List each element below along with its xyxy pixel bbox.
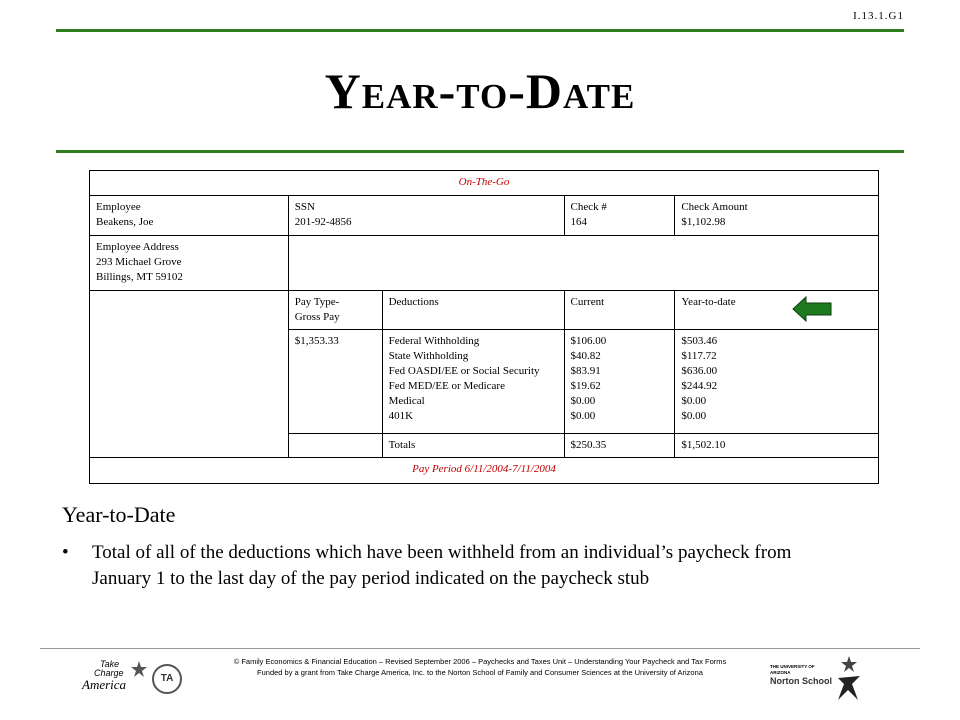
employee-cell (90, 196, 289, 236)
employee-name: Beakens, Joe (96, 216, 154, 228)
ytd-amount: $117.72 (681, 350, 717, 362)
address-cell (90, 236, 289, 291)
arrow-left-icon (792, 296, 832, 322)
ytd-amount: $244.92 (681, 380, 718, 392)
ta-badge-logo: TA (152, 664, 182, 694)
pay-type-header (288, 291, 382, 330)
pay-type-label: Pay Type- (294, 296, 340, 308)
blank-left-cell (90, 291, 289, 458)
employee-label: Employee (96, 201, 141, 213)
ytd-amount: $0.00 (681, 395, 707, 407)
ytd-amount: $0.00 (681, 410, 707, 422)
ssn-cell (288, 196, 564, 236)
current-amount: $40.82 (570, 350, 601, 362)
logo-text-america: America (82, 677, 127, 692)
deduction-item: 401K (388, 410, 414, 422)
footer-line-1: © Family Economics & Financial Education – Revised September 2006 – Paychecks and Taxes Unit – Understanding Your Paycheck and Tax Forms (233, 657, 727, 666)
logo-text-charge: Charge (94, 668, 124, 678)
current-header: Current (564, 291, 675, 330)
top-green-rule (56, 29, 904, 32)
footer-text (190, 656, 770, 678)
total-current: $250.35 (564, 434, 675, 458)
deduction-item: Fed OASDI/EE or Social Security (388, 365, 540, 377)
deduction-item: Medical (388, 395, 425, 407)
definition-bullet (62, 540, 842, 592)
footer-line-2: Funded by a grant from Take Charge America, Inc. to the Norton School of Family and Consumer Sciences at the University of Arizona (257, 668, 703, 677)
address-label: Employee Address (96, 241, 179, 253)
bullet-icon: • (62, 542, 69, 563)
check-number-value: 164 (570, 216, 588, 228)
bullet-text: Total of all of the deductions which have been withheld from an individual’s paycheck from January 1 to the last day of the pay period indicated on the paycheck stub (92, 542, 792, 589)
deduction-item: Fed MED/EE or Medicare (388, 380, 505, 392)
ytd-amount: $636.00 (681, 365, 718, 377)
ssn-label: SSN (294, 201, 315, 213)
current-amount: $19.62 (570, 380, 601, 392)
company-name: On-The-Go (90, 171, 879, 196)
star-figure-icon (830, 654, 868, 702)
logo-text-norton: Norton School (770, 676, 832, 686)
gross-pay-label: Gross Pay (294, 311, 340, 323)
logo-text-university: THE UNIVERSITY OF ARIZONA (770, 664, 815, 675)
address-line-1: 293 Michael Grove (96, 256, 182, 268)
current-amount: $0.00 (570, 410, 596, 422)
current-amount: $0.00 (570, 395, 596, 407)
star-icon (130, 660, 148, 678)
pay-period: Pay Period 6/11/2004-7/11/2004 (90, 458, 879, 484)
deductions-list (382, 330, 564, 434)
ssn-value: 201-92-4856 (294, 216, 352, 228)
totals-blank-cell (288, 434, 382, 458)
section-subhead: Year-to-Date (62, 502, 176, 527)
check-amount-cell (675, 196, 879, 236)
norton-school-logo (770, 664, 832, 687)
current-amount: $83.91 (570, 365, 601, 377)
take-charge-america-logo (82, 660, 152, 691)
slide-title: Year-to-Date (324, 63, 636, 119)
address-line-2: Billings, MT 59102 (96, 271, 183, 283)
footer-rule (40, 648, 920, 649)
deduction-item: State Withholding (388, 350, 469, 362)
logo-text-take: Take (100, 659, 120, 669)
ytd-header: Year-to-date (675, 291, 879, 330)
deduction-item: Federal Withholding (388, 335, 480, 347)
paycheck-stub (89, 170, 879, 484)
check-number-label: Check # (570, 201, 607, 213)
ytd-list (675, 330, 879, 434)
current-list (564, 330, 675, 434)
current-amount: $106.00 (570, 335, 607, 347)
check-number-cell (564, 196, 675, 236)
check-amount-value: $1,102.98 (681, 216, 726, 228)
total-ytd: $1,502.10 (675, 434, 879, 458)
empty-cell (288, 236, 878, 291)
totals-label: Totals (382, 434, 564, 458)
deductions-header: Deductions (382, 291, 564, 330)
gross-pay-value: $1,353.33 (288, 330, 382, 434)
slide-code: I.13.1.G1 (853, 10, 904, 22)
ytd-amount: $503.46 (681, 335, 718, 347)
title-green-rule (56, 150, 904, 153)
check-amount-label: Check Amount (681, 201, 748, 213)
